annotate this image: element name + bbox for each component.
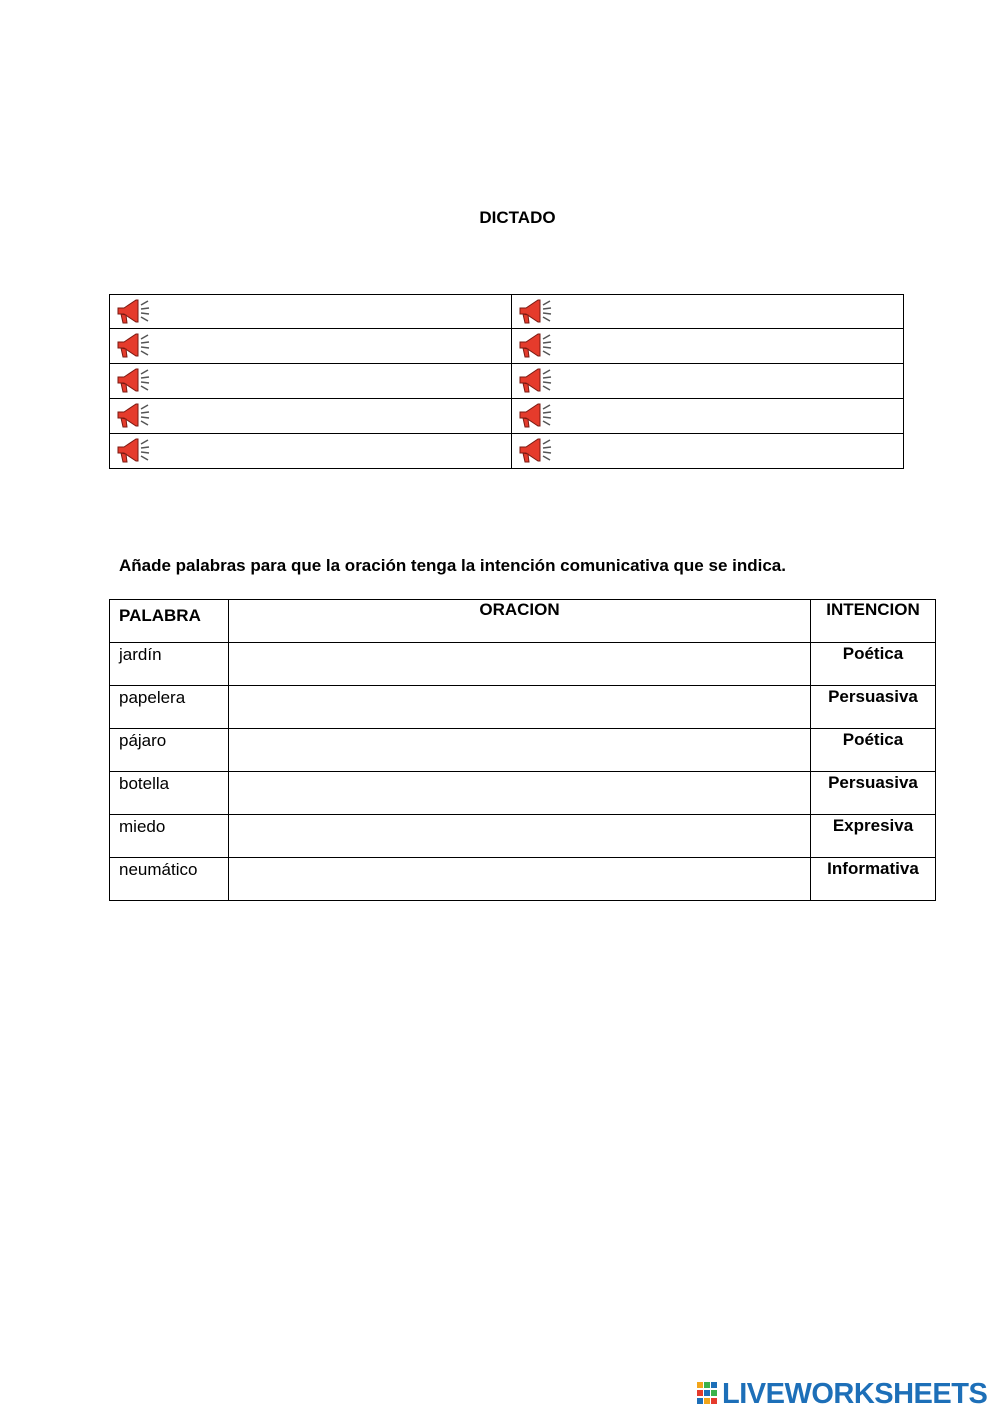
intention-cell: Poética [811, 643, 936, 686]
speaker-icon[interactable] [516, 296, 570, 327]
header-intention: INTENCION [811, 600, 936, 643]
sentence-cell [229, 858, 811, 901]
sentence-cell [229, 643, 811, 686]
table-row [110, 643, 936, 686]
table-row [110, 686, 936, 729]
sentence-cell [229, 815, 811, 858]
dictation-row [109, 434, 904, 469]
table-row [110, 729, 936, 772]
intention-cell: Poética [811, 729, 936, 772]
liveworksheets-logo [697, 1378, 987, 1410]
sentence-input[interactable] [229, 729, 810, 770]
dictation-row [109, 399, 904, 434]
sentence-cell [229, 729, 811, 772]
dictation-answer-cell[interactable] [511, 364, 904, 399]
speaker-icon[interactable] [114, 296, 168, 327]
header-word: PALABRA [110, 600, 229, 643]
intention-cell: Expresiva [811, 815, 936, 858]
dictation-row [109, 364, 904, 399]
dictation-answer-cell[interactable] [109, 399, 512, 434]
table-row [110, 858, 936, 901]
table-row [110, 815, 936, 858]
speaker-icon[interactable] [516, 330, 570, 361]
sentence-input[interactable] [229, 643, 810, 684]
sentence-input[interactable] [229, 772, 810, 813]
table-header-row [110, 600, 936, 643]
logo-mark-icon [697, 1382, 719, 1406]
speaker-icon[interactable] [114, 330, 168, 361]
speaker-icon[interactable] [114, 435, 168, 466]
dictation-answer-cell[interactable] [109, 364, 512, 399]
dictation-row [109, 329, 904, 364]
word-cell: miedo [110, 815, 229, 858]
speaker-icon[interactable] [114, 365, 168, 396]
speaker-icon[interactable] [516, 435, 570, 466]
word-cell: neumático [110, 858, 229, 901]
sentence-cell [229, 686, 811, 729]
dictation-grid [109, 294, 904, 468]
intention-cell: Persuasiva [811, 772, 936, 815]
speaker-icon[interactable] [114, 400, 168, 431]
word-cell: pájaro [110, 729, 229, 772]
header-sentence: ORACION [229, 600, 811, 643]
dictation-row [109, 294, 904, 329]
dictation-answer-cell[interactable] [511, 434, 904, 469]
dictation-answer-cell[interactable] [109, 329, 512, 364]
word-cell: papelera [110, 686, 229, 729]
dictation-answer-cell[interactable] [109, 434, 512, 469]
sentence-input[interactable] [229, 686, 810, 727]
sentence-cell [229, 772, 811, 815]
sentence-table [109, 599, 936, 901]
dictation-answer-cell[interactable] [511, 399, 904, 434]
speaker-icon[interactable] [516, 365, 570, 396]
intention-cell: Persuasiva [811, 686, 936, 729]
word-cell: botella [110, 772, 229, 815]
dictation-answer-cell[interactable] [109, 294, 512, 329]
logo-text: LIVEWORKSHEETS [722, 1378, 988, 1410]
table-row [110, 772, 936, 815]
exercise-instruction: Añade palabras para que la oración tenga la intención comunicativa que se indica. [119, 556, 786, 575]
word-cell: jardín [110, 643, 229, 686]
dictation-title: DICTADO [479, 208, 556, 227]
sentence-input[interactable] [229, 815, 810, 856]
intention-cell: Informativa [811, 858, 936, 901]
dictation-answer-cell[interactable] [511, 294, 904, 329]
dictation-answer-cell[interactable] [511, 329, 904, 364]
speaker-icon[interactable] [516, 400, 570, 431]
sentence-input[interactable] [229, 858, 810, 899]
